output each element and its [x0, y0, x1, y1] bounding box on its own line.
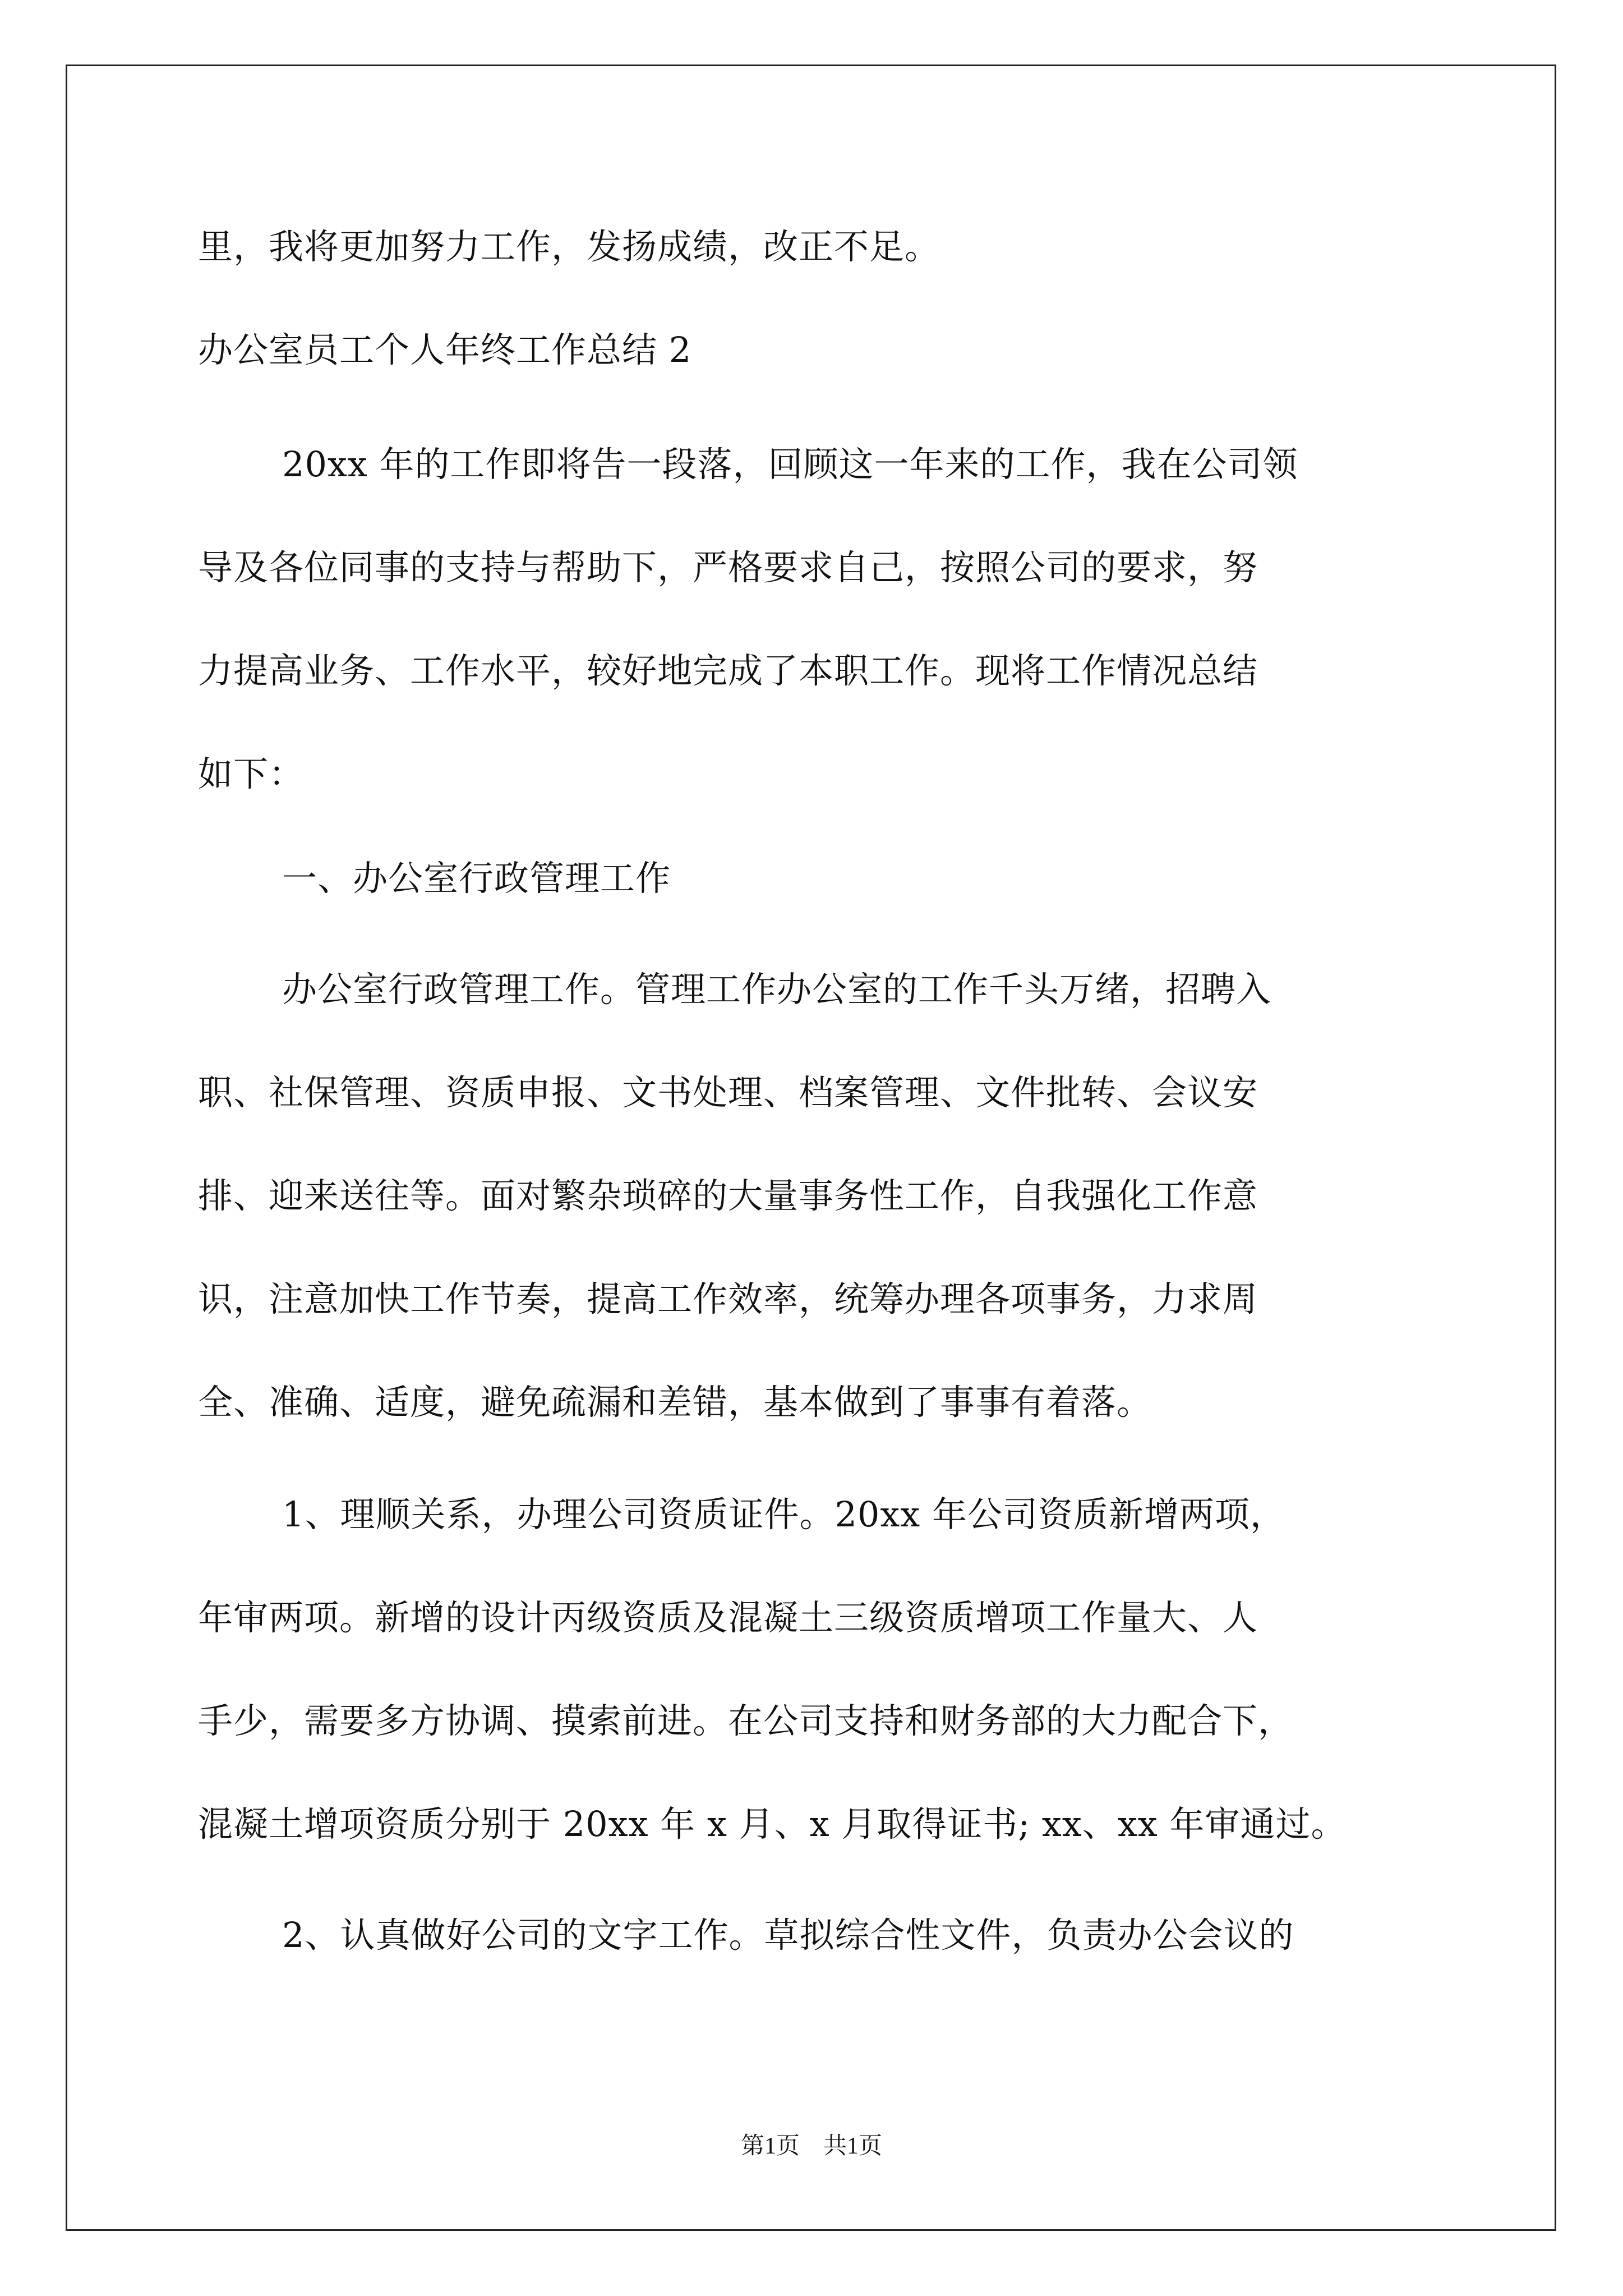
text-line: 2、认真做好公司的文字工作。草拟综合性文件，负责办公会议的 — [282, 1915, 1294, 1955]
text-line: 20xx 年的工作即将告一段落，回顾这一年来的工作，我在公司领 — [282, 444, 1298, 485]
text-line: 办公室行政管理工作。管理工作办公室的工作千头万绪，招聘入 — [282, 969, 1272, 1010]
text-line: 混凝土增项资质分别于 20xx 年 x 月、x 月取得证书; xx、xx 年审通过。 — [198, 1803, 1347, 1844]
text-line: 如下： — [198, 753, 305, 794]
text-line: 力提高业务、工作水平，较好地完成了本职工作。现将工作情况总结 — [198, 650, 1258, 691]
page-border — [66, 65, 1556, 2231]
subsection-heading: 一、办公室行政管理工作 — [282, 858, 671, 899]
text-line: 手少，需要多方协调、摸索前进。在公司支持和财务部的大力配合下， — [198, 1700, 1294, 1741]
text-line: 职、社保管理、资质申报、文书处理、档案管理、文件批转、会议安 — [198, 1072, 1258, 1113]
text-line: 全、准确、适度，避免疏漏和差错，基本做到了事事有着落。 — [198, 1382, 1152, 1423]
text-line: 年审两项。新增的设计丙级资质及混凝土三级资质增项工作量大、人 — [198, 1597, 1258, 1638]
text-line: 排、迎来送往等。面对繁杂琐碎的大量事务性工作，自我强化工作意 — [198, 1175, 1258, 1216]
page-number-footer: 第1页 共1页 — [740, 2133, 882, 2159]
text-line: 导及各位同事的支持与帮助下，严格要求自己，按照公司的要求，努 — [198, 547, 1258, 588]
section-heading: 办公室员工个人年终工作总结 2 — [198, 329, 692, 370]
text-line: 1、理顺关系，办理公司资质证件。20xx 年公司资质新增两项， — [282, 1494, 1285, 1535]
text-line: 里，我将更加努力工作，发扬成绩，改正不足。 — [198, 226, 940, 267]
text-line: 识，注意加快工作节奏，提高工作效率，统筹办理各项事务，力求周 — [198, 1278, 1258, 1319]
